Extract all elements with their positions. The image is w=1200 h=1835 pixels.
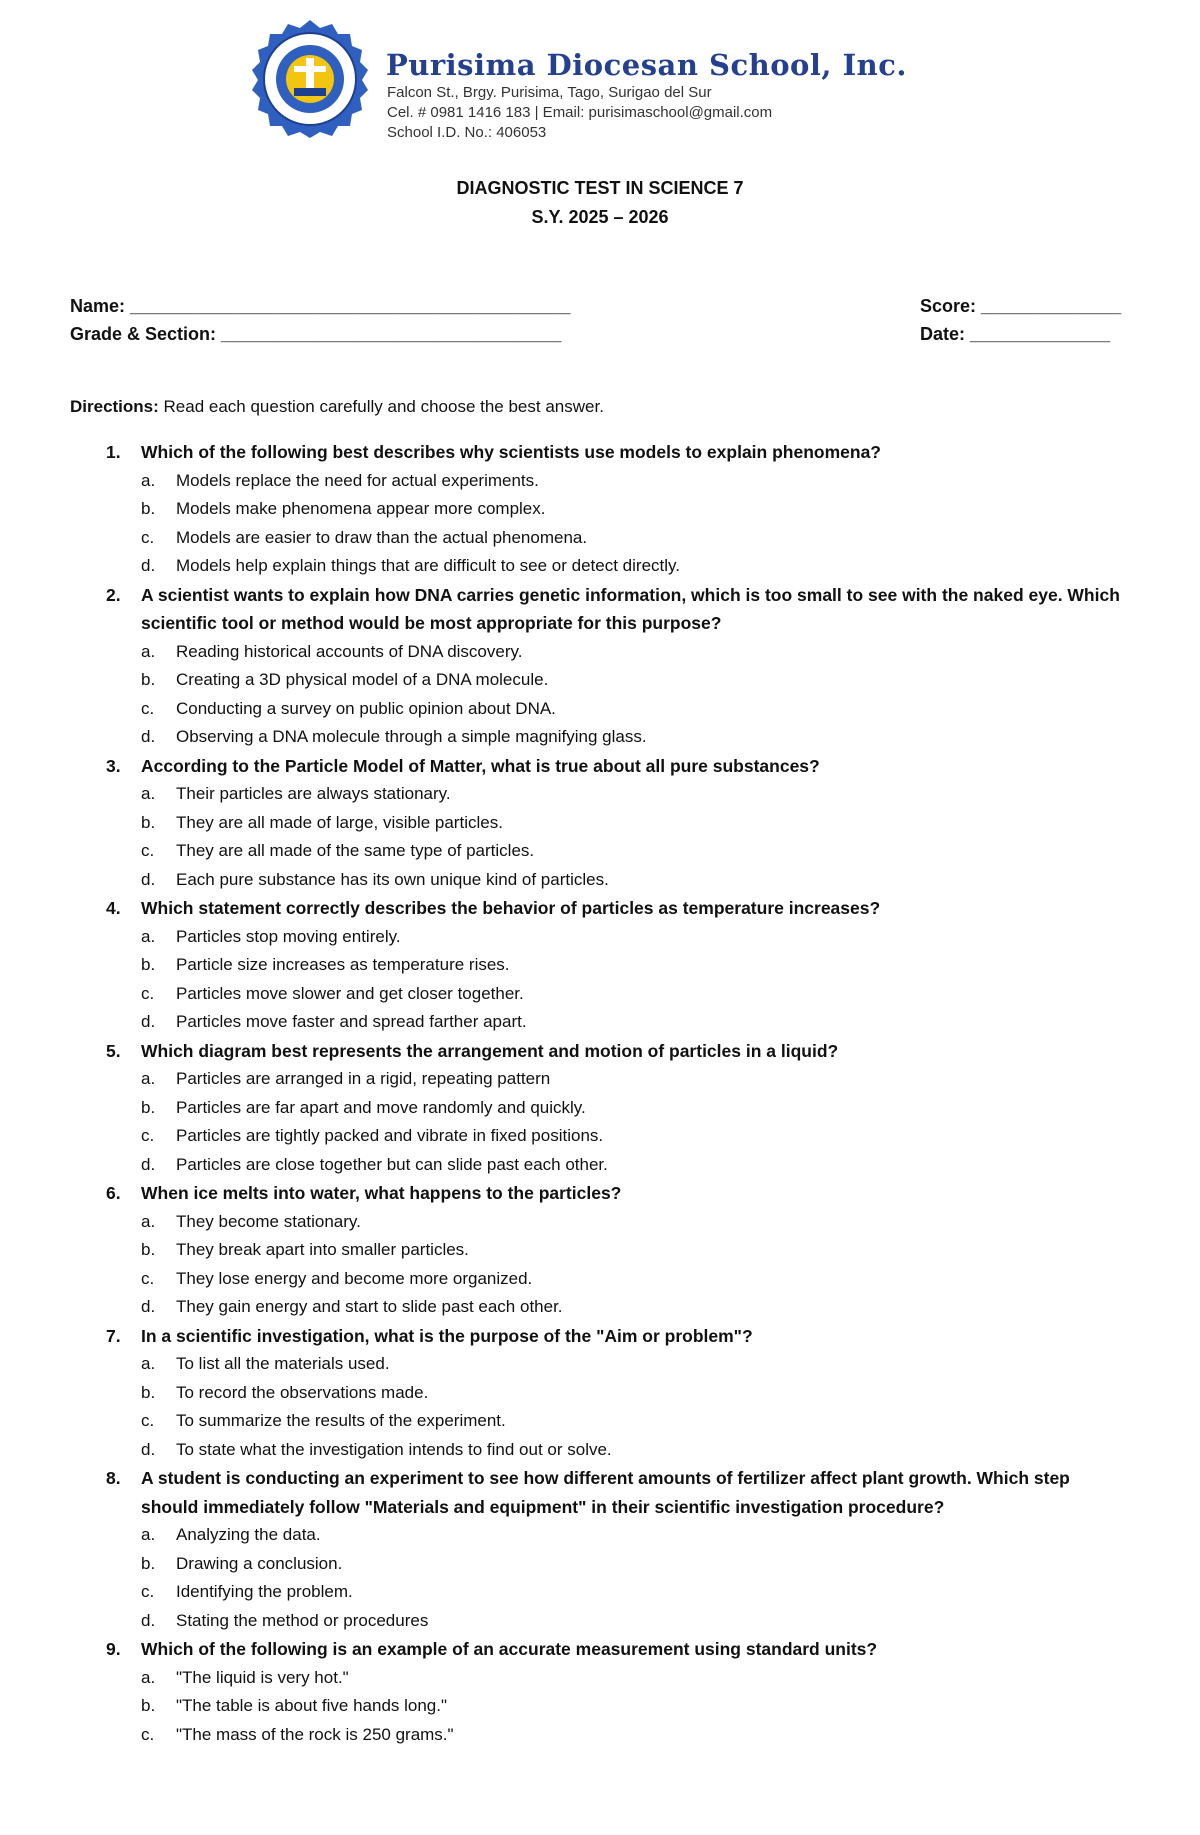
option-text: Models are easier to draw than the actual phenomena. bbox=[176, 527, 588, 547]
option-letter: a. bbox=[141, 1354, 156, 1373]
option-text: Creating a 3D physical model of a DNA molecule. bbox=[176, 670, 549, 689]
question-number: 1. bbox=[106, 442, 121, 462]
option-letter: c. bbox=[141, 698, 155, 718]
option-text: They are all made of the same type of particles. bbox=[176, 841, 535, 860]
option-8c bbox=[0, 1578, 1200, 1607]
option-text: They lose energy and become more organized. bbox=[176, 1268, 533, 1288]
option-9b bbox=[0, 1692, 1200, 1721]
option-letter: c. bbox=[141, 527, 155, 547]
option-text: "The mass of the rock is 250 grams." bbox=[176, 1724, 454, 1744]
option-letter: b. bbox=[141, 1553, 156, 1573]
question-1 bbox=[0, 438, 1200, 467]
option-5a bbox=[0, 1065, 1200, 1094]
option-3a bbox=[0, 780, 1200, 809]
option-letter: b. bbox=[141, 1696, 156, 1715]
option-letter: c. bbox=[141, 1126, 155, 1145]
option-text: Identifying the problem. bbox=[176, 1582, 353, 1601]
option-text: They gain energy and start to slide past each other. bbox=[176, 1297, 563, 1316]
question-text: Which diagram best represents the arrangement and motion of particles in a liquid? bbox=[141, 1040, 839, 1061]
option-letter: b. bbox=[141, 1097, 156, 1117]
option-5c bbox=[0, 1122, 1200, 1151]
option-letter: b. bbox=[141, 670, 156, 689]
option-2b bbox=[0, 666, 1200, 695]
option-text: Particles stop moving entirely. bbox=[176, 926, 401, 946]
option-letter: a. bbox=[141, 784, 156, 803]
option-letter: c. bbox=[141, 841, 155, 860]
school-contact: Cel. # 0981 1416 183 | Email: purisimaschool@gmail.com bbox=[387, 104, 773, 121]
question-text: A scientist wants to explain how DNA carries genetic information, which is too small to see with the naked eye. Which scientific tool or method would be most appropriate for this purpose? bbox=[141, 584, 1120, 633]
option-letter: b. bbox=[141, 955, 156, 974]
option-text: Particles are tightly packed and vibrate in fixed positions. bbox=[176, 1126, 604, 1145]
option-text: To state what the investigation intends to find out or solve. bbox=[176, 1439, 612, 1459]
option-6a bbox=[0, 1208, 1200, 1237]
option-letter: b. bbox=[141, 1240, 156, 1259]
option-letter: d. bbox=[141, 1012, 156, 1031]
option-5b bbox=[0, 1094, 1200, 1123]
option-letter: b. bbox=[141, 812, 156, 832]
question-text: Which of the following best describes why scientists use models to explain phenomena? bbox=[141, 442, 881, 462]
option-letter: a. bbox=[141, 1211, 156, 1231]
option-9c bbox=[0, 1721, 1200, 1750]
option-7c bbox=[0, 1407, 1200, 1436]
question-number: 4. bbox=[106, 898, 121, 918]
option-3d bbox=[0, 866, 1200, 895]
option-4d bbox=[0, 1008, 1200, 1037]
option-text: Models help explain things that are difficult to see or detect directly. bbox=[176, 556, 680, 575]
option-text: Particles are arranged in a rigid, repeating pattern bbox=[176, 1069, 551, 1088]
question-2 bbox=[0, 581, 1200, 638]
option-1c bbox=[0, 524, 1200, 553]
option-text: Particle size increases as temperature rises. bbox=[176, 955, 510, 974]
test-title: DIAGNOSTIC TEST IN SCIENCE 7 bbox=[456, 178, 744, 198]
option-letter: d. bbox=[141, 556, 156, 575]
school-seal-logo bbox=[246, 18, 374, 138]
question-6 bbox=[0, 1179, 1200, 1208]
option-text: Stating the method or procedures bbox=[176, 1610, 429, 1630]
option-letter: b. bbox=[141, 1382, 156, 1402]
score-field: Score: ______________ bbox=[920, 296, 1122, 316]
option-letter: c. bbox=[141, 1582, 155, 1601]
option-5d bbox=[0, 1151, 1200, 1180]
question-3 bbox=[0, 752, 1200, 781]
option-text: They become stationary. bbox=[176, 1211, 361, 1231]
option-text: Models replace the need for actual experiments. bbox=[176, 470, 539, 490]
option-text: Particles are close together but can slide past each other. bbox=[176, 1154, 608, 1174]
option-letter: c. bbox=[141, 1268, 155, 1288]
option-1b bbox=[0, 495, 1200, 524]
directions-label: Directions: bbox=[70, 397, 159, 416]
school-year: S.Y. 2025 – 2026 bbox=[531, 207, 669, 227]
option-letter: b. bbox=[141, 499, 156, 518]
option-letter: a. bbox=[141, 926, 156, 946]
question-number: 8. bbox=[106, 1468, 121, 1488]
option-4b bbox=[0, 951, 1200, 980]
option-8d bbox=[0, 1607, 1200, 1636]
question-4 bbox=[0, 894, 1200, 923]
option-4a bbox=[0, 923, 1200, 952]
option-letter: c. bbox=[141, 1724, 155, 1744]
option-text: Models make phenomena appear more complex. bbox=[176, 499, 546, 518]
question-5 bbox=[0, 1037, 1200, 1066]
option-letter: a. bbox=[141, 470, 156, 490]
option-text: To summarize the results of the experiment. bbox=[176, 1411, 506, 1430]
option-7d bbox=[0, 1436, 1200, 1465]
grade-section-field: Grade & Section: __________________________________ bbox=[70, 324, 562, 344]
question-number: 7. bbox=[106, 1325, 121, 1346]
question-text: Which statement correctly describes the behavior of particles as temperature increases? bbox=[141, 898, 881, 918]
option-6b bbox=[0, 1236, 1200, 1265]
option-text: Reading historical accounts of DNA discovery. bbox=[176, 641, 523, 661]
option-7a bbox=[0, 1350, 1200, 1379]
option-text: Analyzing the data. bbox=[176, 1525, 321, 1544]
option-letter: d. bbox=[141, 869, 156, 889]
question-number: 2. bbox=[106, 584, 121, 605]
option-text: They break apart into smaller particles. bbox=[176, 1240, 469, 1259]
question-text: According to the Particle Model of Matter, what is true about all pure substances? bbox=[141, 755, 820, 776]
option-4c bbox=[0, 980, 1200, 1009]
question-text: In a scientific investigation, what is the purpose of the "Aim or problem"? bbox=[141, 1325, 753, 1346]
option-text: Each pure substance has its own unique kind of particles. bbox=[176, 869, 609, 889]
option-9a bbox=[0, 1664, 1200, 1693]
name-field: Name: ____________________________________________ bbox=[70, 296, 571, 316]
option-2a bbox=[0, 638, 1200, 667]
question-number: 5. bbox=[106, 1040, 121, 1061]
option-text: "The table is about five hands long." bbox=[176, 1696, 448, 1715]
school-name: Purisima Diocesan School, Inc. bbox=[386, 48, 907, 82]
question-number: 6. bbox=[106, 1183, 121, 1203]
question-9 bbox=[0, 1635, 1200, 1664]
question-list bbox=[0, 438, 1200, 1749]
question-text: Which of the following is an example of an accurate measurement using standard units? bbox=[141, 1639, 878, 1659]
option-8a bbox=[0, 1521, 1200, 1550]
option-letter: d. bbox=[141, 1297, 156, 1316]
option-text: Observing a DNA molecule through a simple magnifying glass. bbox=[176, 727, 647, 746]
option-2d bbox=[0, 723, 1200, 752]
option-letter: d. bbox=[141, 727, 156, 746]
option-text: Their particles are always stationary. bbox=[176, 784, 451, 803]
school-id: School I.D. No.: 406053 bbox=[387, 124, 547, 141]
option-text: Particles move faster and spread farther apart. bbox=[176, 1012, 527, 1031]
option-6d bbox=[0, 1293, 1200, 1322]
option-letter: a. bbox=[141, 1525, 156, 1544]
question-7 bbox=[0, 1322, 1200, 1351]
option-letter: a. bbox=[141, 1069, 156, 1088]
directions-text: Read each question carefully and choose the best answer. bbox=[158, 397, 604, 416]
option-letter: d. bbox=[141, 1154, 156, 1174]
directions bbox=[70, 397, 604, 417]
school-address: Falcon St., Brgy. Purisima, Tago, Surigao del Sur bbox=[387, 84, 712, 101]
question-number: 3. bbox=[106, 755, 121, 776]
option-text: Conducting a survey on public opinion about DNA. bbox=[176, 698, 556, 718]
option-text: Particles move slower and get closer together. bbox=[176, 983, 524, 1003]
option-letter: d. bbox=[141, 1610, 156, 1630]
school-header bbox=[246, 18, 946, 141]
option-text: They are all made of large, visible particles. bbox=[176, 812, 503, 832]
option-3b bbox=[0, 809, 1200, 838]
option-text: Drawing a conclusion. bbox=[176, 1553, 343, 1573]
option-1d bbox=[0, 552, 1200, 581]
option-8b bbox=[0, 1550, 1200, 1579]
option-letter: c. bbox=[141, 983, 155, 1003]
question-number: 9. bbox=[106, 1639, 121, 1659]
option-text: To list all the materials used. bbox=[176, 1354, 390, 1373]
option-text: "The liquid is very hot." bbox=[176, 1667, 349, 1687]
option-2c bbox=[0, 695, 1200, 724]
option-7b bbox=[0, 1379, 1200, 1408]
option-text: Particles are far apart and move randomly and quickly. bbox=[176, 1097, 586, 1117]
question-text: A student is conducting an experiment to see how different amounts of fertilizer affect plant growth. Which step should immediately follow "Materials and equipment" in their scientific investigation procedure? bbox=[141, 1468, 1070, 1517]
question-text: When ice melts into water, what happens to the particles? bbox=[141, 1183, 622, 1203]
option-text: To record the observations made. bbox=[176, 1382, 429, 1402]
option-letter: a. bbox=[141, 641, 156, 661]
date-field: Date: ______________ bbox=[920, 324, 1111, 344]
option-3c bbox=[0, 837, 1200, 866]
option-letter: d. bbox=[141, 1439, 156, 1459]
option-letter: a. bbox=[141, 1667, 156, 1687]
option-6c bbox=[0, 1265, 1200, 1294]
option-1a bbox=[0, 467, 1200, 496]
option-letter: c. bbox=[141, 1411, 155, 1430]
question-8 bbox=[0, 1464, 1200, 1521]
